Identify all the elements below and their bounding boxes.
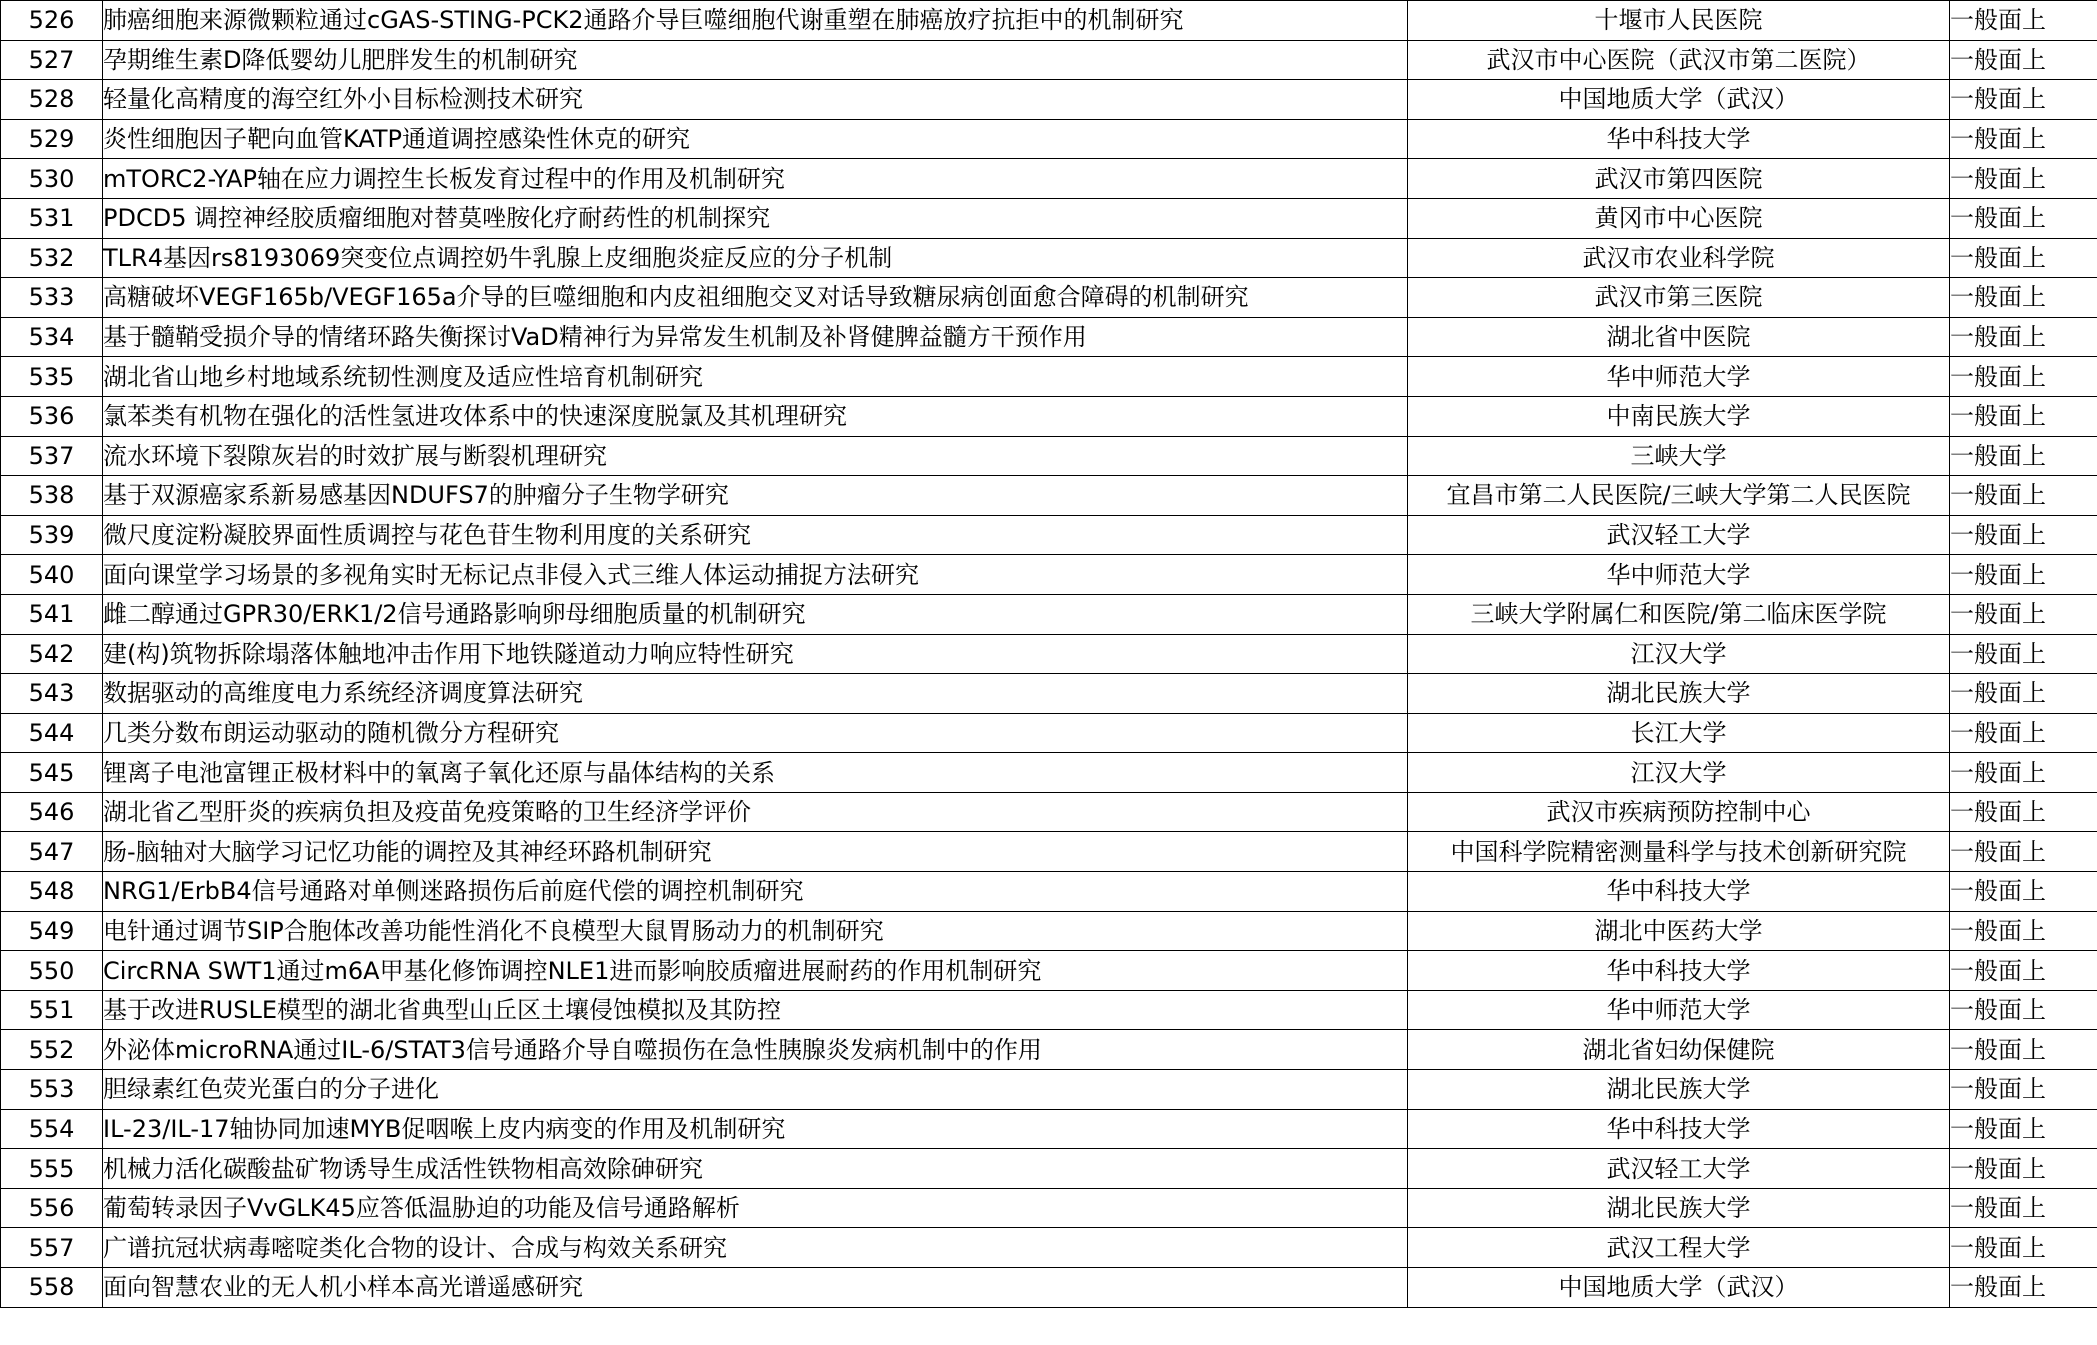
table-row: [1, 1268, 2097, 1308]
institution-cell: 湖北民族大学: [1408, 1188, 1950, 1228]
table-body: [1, 1, 2097, 1308]
category-cell: 一般面上: [1950, 832, 2097, 872]
row-number-cell: 556: [1, 1188, 103, 1228]
project-title-cell: 基于双源癌家系新易感基因NDUFS7的肿瘤分子生物学研究: [103, 476, 1408, 516]
project-title-cell: CircRNA SWT1通过m6A甲基化修饰调控NLE1进而影响胶质瘤进展耐药的作用机制研究: [103, 951, 1408, 991]
table-row: [1, 40, 2097, 80]
table-row: [1, 555, 2097, 595]
project-title-cell: 孕期维生素D降低婴幼儿肥胖发生的机制研究: [103, 40, 1408, 80]
table-row: [1, 238, 2097, 278]
institution-cell: 江汉大学: [1408, 634, 1950, 674]
institution-cell: 武汉市中心医院（武汉市第二医院）: [1408, 40, 1950, 80]
row-number-cell: 534: [1, 317, 103, 357]
row-number-cell: 551: [1, 990, 103, 1030]
table-row: [1, 1228, 2097, 1268]
category-cell: 一般面上: [1950, 792, 2097, 832]
project-title-cell: 炎性细胞因子靶向血管KATP通道调控感染性休克的研究: [103, 119, 1408, 159]
institution-cell: 三峡大学: [1408, 436, 1950, 476]
institution-cell: 江汉大学: [1408, 753, 1950, 793]
institution-cell: 湖北省中医院: [1408, 317, 1950, 357]
row-number-cell: 557: [1, 1228, 103, 1268]
table-row: [1, 832, 2097, 872]
project-title-cell: 基于改进RUSLE模型的湖北省典型山丘区土壤侵蚀模拟及其防控: [103, 990, 1408, 1030]
row-number-cell: 552: [1, 1030, 103, 1070]
category-cell: 一般面上: [1950, 1188, 2097, 1228]
project-title-cell: 轻量化高精度的海空红外小目标检测技术研究: [103, 80, 1408, 120]
institution-cell: 武汉轻工大学: [1408, 1149, 1950, 1189]
project-title-cell: 面向智慧农业的无人机小样本高光谱遥感研究: [103, 1268, 1408, 1308]
row-number-cell: 531: [1, 198, 103, 238]
project-title-cell: 电针通过调节SIP合胞体改善功能性消化不良模型大鼠胃肠动力的机制研究: [103, 911, 1408, 951]
project-title-cell: 氯苯类有机物在强化的活性氢进攻体系中的快速深度脱氯及其机理研究: [103, 396, 1408, 436]
row-number-cell: 550: [1, 951, 103, 991]
row-number-cell: 530: [1, 159, 103, 199]
institution-cell: 湖北省妇幼保健院: [1408, 1030, 1950, 1070]
institution-cell: 华中师范大学: [1408, 990, 1950, 1030]
institution-cell: 武汉市疾病预防控制中心: [1408, 792, 1950, 832]
row-number-cell: 536: [1, 396, 103, 436]
table-row: [1, 713, 2097, 753]
institution-cell: 华中师范大学: [1408, 357, 1950, 397]
project-title-cell: 几类分数布朗运动驱动的随机微分方程研究: [103, 713, 1408, 753]
table-row: [1, 1030, 2097, 1070]
table-row: [1, 951, 2097, 991]
row-number-cell: 543: [1, 674, 103, 714]
project-title-cell: 高糖破坏VEGF165b/VEGF165a介导的巨噬细胞和内皮祖细胞交叉对话导致糖尿病创面愈合障碍的机制研究: [103, 278, 1408, 318]
project-title-cell: 葡萄转录因子VvGLK45应答低温胁迫的功能及信号通路解析: [103, 1188, 1408, 1228]
project-title-cell: TLR4基因rs8193069突变位点调控奶牛乳腺上皮细胞炎症反应的分子机制: [103, 238, 1408, 278]
table-row: [1, 1070, 2097, 1110]
category-cell: 一般面上: [1950, 198, 2097, 238]
project-title-cell: 肠-脑轴对大脑学习记忆功能的调控及其神经环路机制研究: [103, 832, 1408, 872]
row-number-cell: 540: [1, 555, 103, 595]
institution-cell: 武汉市第四医院: [1408, 159, 1950, 199]
category-cell: 一般面上: [1950, 80, 2097, 120]
row-number-cell: 539: [1, 515, 103, 555]
project-title-cell: PDCD5 调控神经胶质瘤细胞对替莫唑胺化疗耐药性的机制探究: [103, 198, 1408, 238]
row-number-cell: 553: [1, 1070, 103, 1110]
category-cell: 一般面上: [1950, 40, 2097, 80]
table-row: [1, 436, 2097, 476]
category-cell: 一般面上: [1950, 278, 2097, 318]
category-cell: 一般面上: [1950, 515, 2097, 555]
table-row: [1, 753, 2097, 793]
institution-cell: 湖北民族大学: [1408, 1070, 1950, 1110]
row-number-cell: 535: [1, 357, 103, 397]
table-row: [1, 476, 2097, 516]
institution-cell: 武汉市农业科学院: [1408, 238, 1950, 278]
table-row: [1, 990, 2097, 1030]
institution-cell: 十堰市人民医院: [1408, 1, 1950, 41]
project-title-cell: 外泌体microRNA通过IL-6/STAT3信号通路介导自噬损伤在急性胰腺炎发病机制中的作用: [103, 1030, 1408, 1070]
project-title-cell: 机械力活化碳酸盐矿物诱导生成活性铁物相高效除砷研究: [103, 1149, 1408, 1189]
project-title-cell: 锂离子电池富锂正极材料中的氧离子氧化还原与晶体结构的关系: [103, 753, 1408, 793]
row-number-cell: 554: [1, 1109, 103, 1149]
table-row: [1, 198, 2097, 238]
table-row: [1, 80, 2097, 120]
category-cell: 一般面上: [1950, 1030, 2097, 1070]
table-row: [1, 1109, 2097, 1149]
category-cell: 一般面上: [1950, 1228, 2097, 1268]
table-row: [1, 396, 2097, 436]
row-number-cell: 546: [1, 792, 103, 832]
institution-cell: 武汉轻工大学: [1408, 515, 1950, 555]
category-cell: 一般面上: [1950, 1, 2097, 41]
category-cell: 一般面上: [1950, 634, 2097, 674]
project-title-cell: 基于髓鞘受损介导的情绪环路失衡探讨VaD精神行为异常发生机制及补肾健脾益髓方干预作用: [103, 317, 1408, 357]
institution-cell: 华中科技大学: [1408, 872, 1950, 912]
row-number-cell: 529: [1, 119, 103, 159]
row-number-cell: 538: [1, 476, 103, 516]
row-number-cell: 545: [1, 753, 103, 793]
row-number-cell: 526: [1, 1, 103, 41]
project-title-cell: 湖北省山地乡村地域系统韧性测度及适应性培育机制研究: [103, 357, 1408, 397]
row-number-cell: 548: [1, 872, 103, 912]
project-title-cell: 湖北省乙型肝炎的疾病负担及疫苗免疫策略的卫生经济学评价: [103, 792, 1408, 832]
category-cell: 一般面上: [1950, 238, 2097, 278]
table-row: [1, 594, 2097, 634]
category-cell: 一般面上: [1950, 436, 2097, 476]
category-cell: 一般面上: [1950, 1268, 2097, 1308]
project-title-cell: 肺癌细胞来源微颗粒通过cGAS-STING-PCK2通路介导巨噬细胞代谢重塑在肺癌放疗抗拒中的机制研究: [103, 1, 1408, 41]
category-cell: 一般面上: [1950, 357, 2097, 397]
category-cell: 一般面上: [1950, 159, 2097, 199]
row-number-cell: 542: [1, 634, 103, 674]
category-cell: 一般面上: [1950, 476, 2097, 516]
table-row: [1, 1149, 2097, 1189]
institution-cell: 长江大学: [1408, 713, 1950, 753]
institution-cell: 黄冈市中心医院: [1408, 198, 1950, 238]
category-cell: 一般面上: [1950, 872, 2097, 912]
project-title-cell: 建(构)筑物拆除塌落体触地冲击作用下地铁隧道动力响应特性研究: [103, 634, 1408, 674]
category-cell: 一般面上: [1950, 396, 2097, 436]
row-number-cell: 555: [1, 1149, 103, 1189]
table-row: [1, 911, 2097, 951]
table-row: [1, 674, 2097, 714]
project-title-cell: 流水环境下裂隙灰岩的时效扩展与断裂机理研究: [103, 436, 1408, 476]
institution-cell: 中国地质大学（武汉）: [1408, 80, 1950, 120]
row-number-cell: 528: [1, 80, 103, 120]
project-title-cell: IL-23/IL-17轴协同加速MYB促咽喉上皮内病变的作用及机制研究: [103, 1109, 1408, 1149]
table-row: [1, 792, 2097, 832]
category-cell: 一般面上: [1950, 1149, 2097, 1189]
table-row: [1, 1188, 2097, 1228]
category-cell: 一般面上: [1950, 1070, 2097, 1110]
table-row: [1, 515, 2097, 555]
row-number-cell: 558: [1, 1268, 103, 1308]
table-row: [1, 872, 2097, 912]
table-row: [1, 1, 2097, 41]
institution-cell: 湖北中医药大学: [1408, 911, 1950, 951]
category-cell: 一般面上: [1950, 990, 2097, 1030]
institution-cell: 宜昌市第二人民医院/三峡大学第二人民医院: [1408, 476, 1950, 516]
category-cell: 一般面上: [1950, 119, 2097, 159]
project-title-cell: NRG1/ErbB4信号通路对单侧迷路损伤后前庭代偿的调控机制研究: [103, 872, 1408, 912]
table-row: [1, 119, 2097, 159]
institution-cell: 武汉工程大学: [1408, 1228, 1950, 1268]
project-title-cell: 广谱抗冠状病毒嘧啶类化合物的设计、合成与构效关系研究: [103, 1228, 1408, 1268]
institution-cell: 中南民族大学: [1408, 396, 1950, 436]
row-number-cell: 544: [1, 713, 103, 753]
row-number-cell: 549: [1, 911, 103, 951]
institution-cell: 三峡大学附属仁和医院/第二临床医学院: [1408, 594, 1950, 634]
project-title-cell: 面向课堂学习场景的多视角实时无标记点非侵入式三维人体运动捕捉方法研究: [103, 555, 1408, 595]
row-number-cell: 541: [1, 594, 103, 634]
category-cell: 一般面上: [1950, 317, 2097, 357]
row-number-cell: 533: [1, 278, 103, 318]
category-cell: 一般面上: [1950, 713, 2097, 753]
row-number-cell: 537: [1, 436, 103, 476]
category-cell: 一般面上: [1950, 1109, 2097, 1149]
category-cell: 一般面上: [1950, 911, 2097, 951]
table-row: [1, 357, 2097, 397]
category-cell: 一般面上: [1950, 951, 2097, 991]
table-row: [1, 634, 2097, 674]
institution-cell: 中国地质大学（武汉）: [1408, 1268, 1950, 1308]
table-row: [1, 317, 2097, 357]
row-number-cell: 532: [1, 238, 103, 278]
project-title-cell: 胆绿素红色荧光蛋白的分子进化: [103, 1070, 1408, 1110]
table-row: [1, 159, 2097, 199]
row-number-cell: 547: [1, 832, 103, 872]
project-title-cell: 数据驱动的高维度电力系统经济调度算法研究: [103, 674, 1408, 714]
institution-cell: 华中科技大学: [1408, 1109, 1950, 1149]
row-number-cell: 527: [1, 40, 103, 80]
institution-cell: 湖北民族大学: [1408, 674, 1950, 714]
category-cell: 一般面上: [1950, 555, 2097, 595]
category-cell: 一般面上: [1950, 594, 2097, 634]
institution-cell: 华中师范大学: [1408, 555, 1950, 595]
table-row: [1, 278, 2097, 318]
project-title-cell: mTORC2-YAP轴在应力调控生长板发育过程中的作用及机制研究: [103, 159, 1408, 199]
category-cell: 一般面上: [1950, 674, 2097, 714]
institution-cell: 华中科技大学: [1408, 119, 1950, 159]
institution-cell: 华中科技大学: [1408, 951, 1950, 991]
category-cell: 一般面上: [1950, 753, 2097, 793]
institution-cell: 中国科学院精密测量科学与技术创新研究院: [1408, 832, 1950, 872]
institution-cell: 武汉市第三医院: [1408, 278, 1950, 318]
project-title-cell: 微尺度淀粉凝胶界面性质调控与花色苷生物利用度的关系研究: [103, 515, 1408, 555]
project-title-cell: 雌二醇通过GPR30/ERK1/2信号通路影响卵母细胞质量的机制研究: [103, 594, 1408, 634]
